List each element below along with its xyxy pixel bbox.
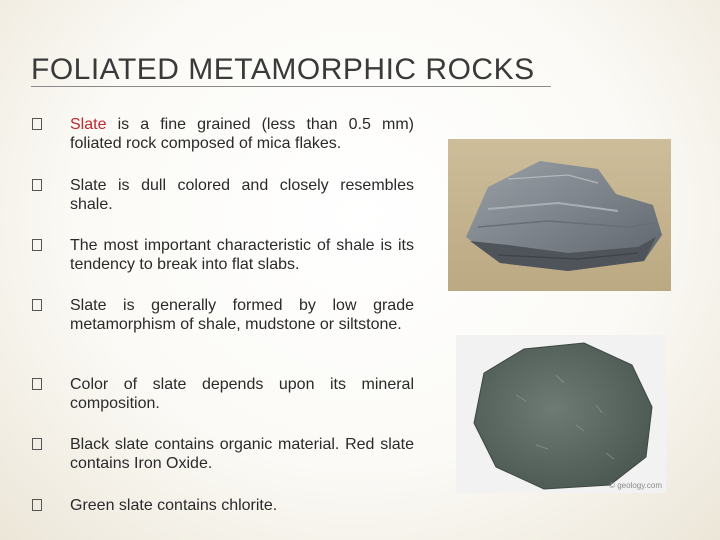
highlighted-term: Slate <box>70 116 107 133</box>
bullet-text: Slate is dull colored and closely resembles shale. <box>70 177 414 213</box>
bullet-marker-icon <box>32 118 42 130</box>
slide-title: FOLIATED METAMORPHIC ROCKS <box>31 53 535 86</box>
green-slate-photo <box>456 335 666 493</box>
bullet-text: Slate is a fine grained (less than 0.5 mm) foliated rock composed of mica flakes. <box>70 116 414 152</box>
bullet-text: Green slate contains chlorite. <box>70 497 278 514</box>
bullet-text: Black slate contains organic material. Red slate contains Iron Oxide. <box>70 436 414 472</box>
bullet-marker-icon <box>32 179 42 191</box>
bullet-marker-icon <box>32 299 42 311</box>
bullet-text: Color of slate depends upon its mineral composition. <box>70 376 414 412</box>
title-underline <box>31 86 551 87</box>
slate-slab-image <box>448 139 671 291</box>
bullet-marker-icon <box>32 438 42 450</box>
bullet-text: The most important characteristic of shale is its tendency to break into flat slabs. <box>70 237 414 273</box>
photo-credit: © geology.com <box>609 481 662 490</box>
bullet-marker-icon <box>32 499 42 511</box>
green-slate-image <box>456 335 666 493</box>
bullet-text: Slate is generally formed by low grade metamorphism of shale, mudstone or siltstone. <box>70 297 414 333</box>
slate-slab-photo <box>448 139 671 291</box>
bullet-marker-icon <box>32 239 42 251</box>
bullet-marker-icon <box>32 378 42 390</box>
